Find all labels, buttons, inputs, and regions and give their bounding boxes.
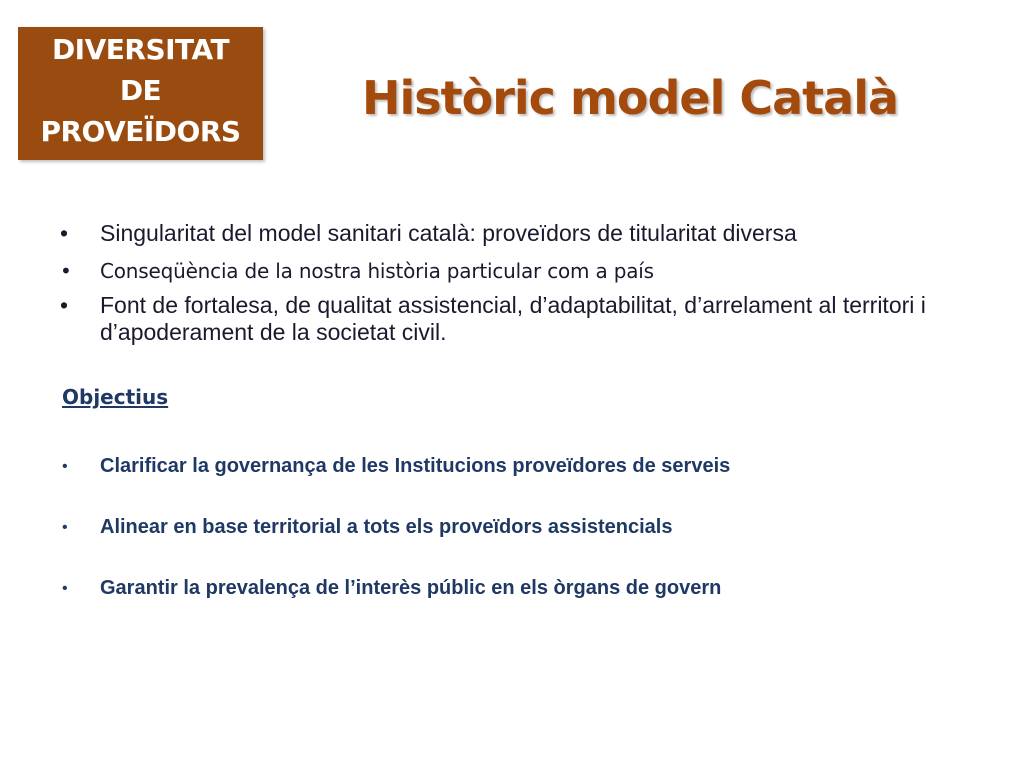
list-item [58,514,998,575]
badge-line-2: DE [119,74,162,107]
bullet-icon: • [62,580,68,597]
bullet-icon: • [60,292,69,318]
list-item [58,256,998,286]
bullet-icon: • [62,519,68,536]
bullet-icon: • [62,458,68,475]
list-item [58,575,998,636]
goals-list [58,453,998,636]
objectius-heading: Objectius [62,385,169,409]
section-badge [18,27,263,160]
list-item [58,292,998,346]
goal-text: Clarificar la governança de les Institucions proveïdores de serveis [100,455,731,477]
list-item [58,453,998,514]
bullet-text: Singularitat del model sanitari català: proveïdors de titularitat diversa [100,220,797,246]
bullet-icon: • [60,259,72,283]
slide-title: Històric model Català [361,71,899,125]
intro-bullet-list [58,218,998,346]
list-item [58,218,998,248]
goal-text: Garantir la prevalença de l’interès públic en els òrgans de govern [100,577,722,599]
badge-line-3: PROVEÏDORS [40,115,241,148]
bullet-text: Conseqüència de la nostra història particular com a país [100,259,654,283]
goal-text: Alinear en base territorial a tots els proveïdors assistencials [100,516,673,538]
bullet-text: Font de fortalesa, de qualitat assistencial, d’adaptabilitat, d’arrelament al territori i d’apoderament de la societat civil. [100,292,926,345]
badge-line-1: DIVERSITAT [51,33,230,66]
bullet-icon: • [60,220,69,246]
